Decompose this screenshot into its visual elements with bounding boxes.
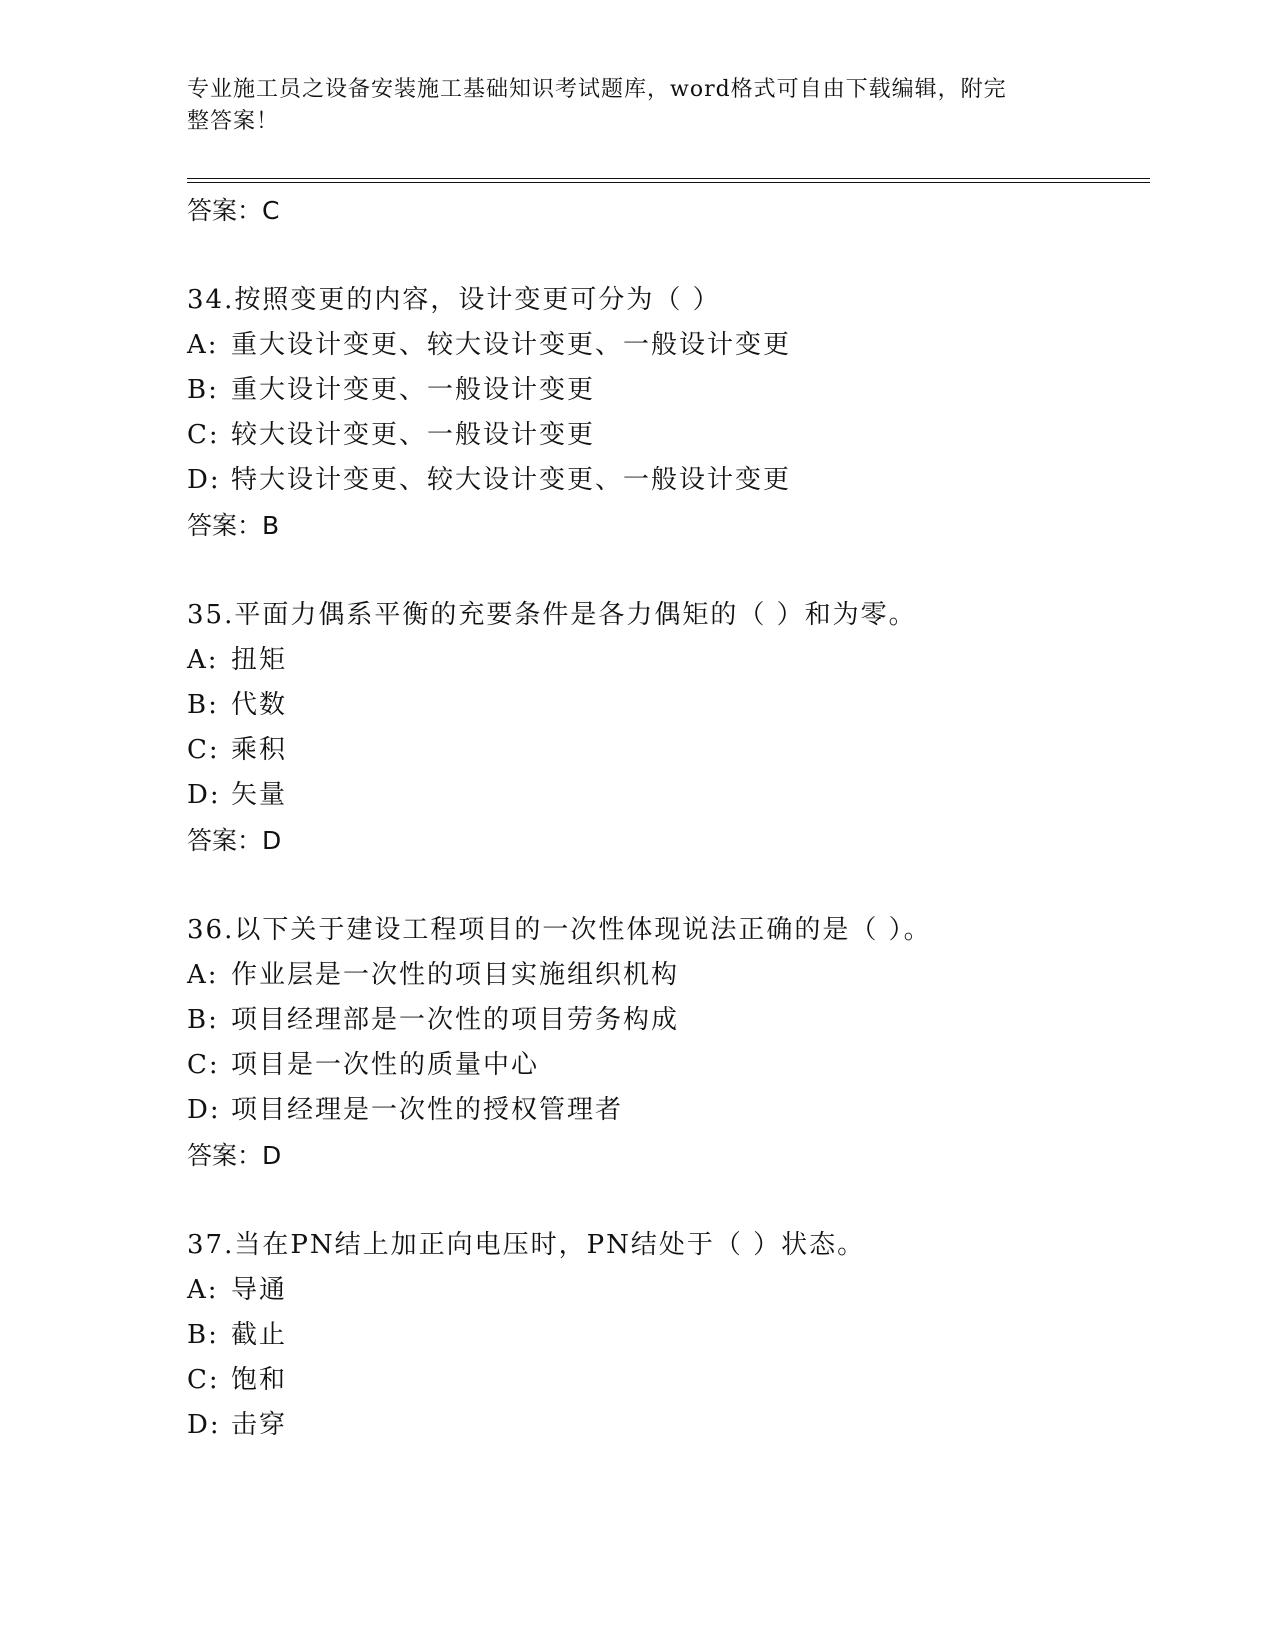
- answer-line: 答案：D: [187, 1141, 282, 1170]
- option-key: B:: [187, 690, 219, 720]
- option-b: [187, 998, 1147, 1043]
- option-key: B:: [187, 1320, 219, 1350]
- option-text: 重大设计变更、较大设计变更、一般设计变更: [231, 330, 792, 360]
- option-text: 项目经理部是一次性的项目劳务构成: [231, 1005, 680, 1035]
- spacer: [187, 233, 1147, 277]
- option-key: B:: [187, 1005, 219, 1035]
- answer-line: 答案：C: [187, 196, 280, 225]
- option-text: 项目是一次性的质量中心: [231, 1050, 540, 1080]
- option-c: [187, 1043, 1147, 1088]
- option-text: 代数: [231, 690, 288, 720]
- option-key: C:: [187, 1365, 220, 1395]
- option-key: D:: [187, 1410, 221, 1440]
- spacer: [187, 548, 1147, 592]
- option-text: 矢量: [231, 780, 288, 810]
- header-line-2: 整答案！: [187, 109, 280, 134]
- option-a: [187, 638, 1147, 683]
- spacer: [187, 863, 1147, 907]
- option-text: 饱和: [231, 1365, 288, 1395]
- option-text: 扭矩: [231, 645, 288, 675]
- question-stem: 37.当在PN结上加正向电压时，PN结处于（ ）状态。: [187, 1230, 866, 1260]
- option-text: 特大设计变更、较大设计变更、一般设计变更: [231, 465, 792, 495]
- option-c: [187, 1358, 1147, 1403]
- option-key: C:: [187, 420, 220, 450]
- question-stem: 36.以下关于建设工程项目的一次性体现说法正确的是（ ）。: [187, 915, 932, 945]
- option-key: C:: [187, 1050, 220, 1080]
- option-d: [187, 1088, 1147, 1133]
- option-a: [187, 323, 1147, 368]
- option-text: 截止: [231, 1320, 288, 1350]
- option-key: A:: [187, 1275, 219, 1305]
- question-stem: 34.按照变更的内容，设计变更可分为（ ）: [187, 285, 721, 315]
- option-key: A:: [187, 960, 219, 990]
- option-key: C:: [187, 735, 220, 765]
- header-divider-bottom: [187, 182, 1150, 183]
- spacer: [187, 1178, 1147, 1222]
- option-c: [187, 413, 1147, 458]
- option-key: B:: [187, 375, 219, 405]
- option-key: D:: [187, 465, 221, 495]
- option-text: 较大设计变更、一般设计变更: [231, 420, 596, 450]
- option-b: [187, 683, 1147, 728]
- option-d: [187, 773, 1147, 818]
- answer-line: 答案：D: [187, 826, 282, 855]
- option-text: 乘积: [231, 735, 288, 765]
- document-header: [187, 74, 1067, 138]
- question-stem: 35.平面力偶系平衡的充要条件是各力偶矩的（ ）和为零。: [187, 600, 917, 630]
- answer-line: 答案：B: [187, 511, 280, 540]
- option-a: [187, 953, 1147, 998]
- option-a: [187, 1268, 1147, 1313]
- option-key: D:: [187, 780, 221, 810]
- header-divider-top: [187, 178, 1150, 179]
- option-text: 重大设计变更、一般设计变更: [231, 375, 596, 405]
- option-key: A:: [187, 330, 219, 360]
- option-b: [187, 1313, 1147, 1358]
- option-c: [187, 728, 1147, 773]
- option-key: A:: [187, 645, 219, 675]
- option-d: [187, 1403, 1147, 1448]
- question-list: [187, 188, 1147, 1448]
- option-b: [187, 368, 1147, 413]
- option-text: 项目经理是一次性的授权管理者: [231, 1095, 624, 1125]
- option-text: 作业层是一次性的项目实施组织机构: [231, 960, 680, 990]
- option-text: 导通: [231, 1275, 288, 1305]
- option-d: [187, 458, 1147, 503]
- option-key: D:: [187, 1095, 221, 1125]
- option-text: 击穿: [231, 1410, 288, 1440]
- header-line-1: 专业施工员之设备安装施工基础知识考试题库，word格式可自由下载编辑，附完: [187, 77, 1007, 102]
